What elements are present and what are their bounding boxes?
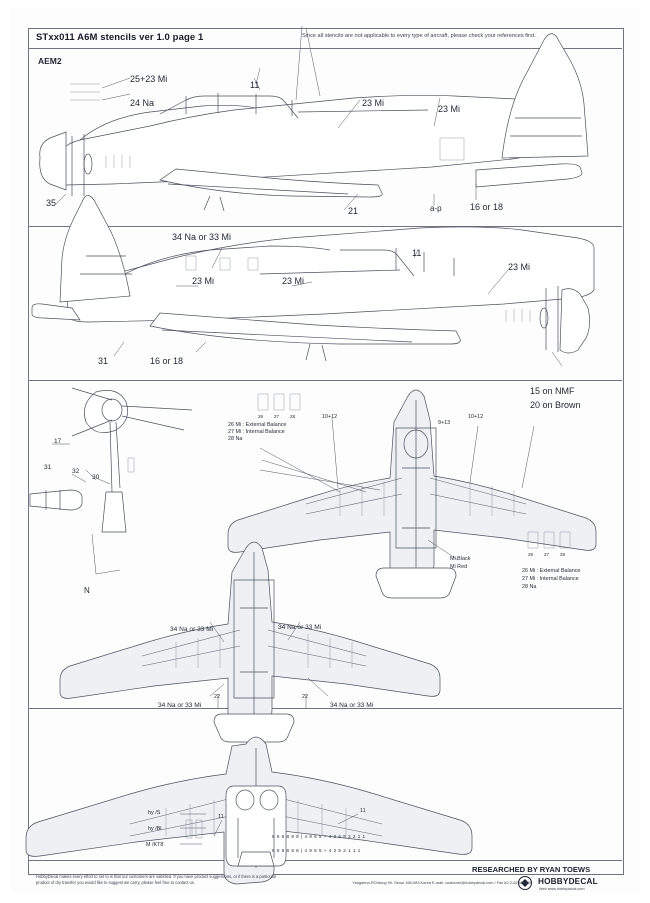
stencil-num-upper-28: 28 <box>290 414 296 419</box>
callout-24-na: 24 Na <box>130 98 155 108</box>
callout-32: 32 <box>72 468 80 475</box>
callout-a-p: a-p <box>430 204 442 213</box>
brand-website: Web www.hobbydecal.com <box>539 887 585 891</box>
section-label: AEM2 <box>38 56 62 66</box>
stencil-num-upper-27: 27 <box>274 414 280 419</box>
stencil-num-upper-26: 26 <box>258 414 264 419</box>
callout-23-mi-c: 23 Mi <box>192 276 215 286</box>
callout-16-or-18-top: 16 or 18 <box>470 202 504 212</box>
header-note: Since all stencils are not applicable to every type of aircraft, please check your references first. <box>302 33 536 39</box>
callout-34na-33mi-d: 34 Na or 33 Mi <box>158 702 202 709</box>
callout-31-side: 31 <box>98 356 109 366</box>
stencil-num-right-26: 26 <box>528 552 534 557</box>
callout-11-top: 11 <box>250 80 260 90</box>
callout-11-bp-a: 11 <box>218 814 224 820</box>
callout-23-mi-a: 23 Mi <box>362 98 385 108</box>
legend-lower-27: 27 Mi : Internal Balance <box>522 576 579 582</box>
sheet-paper <box>10 8 640 892</box>
callout-10-12-a: 10+12 <box>322 414 338 420</box>
callout-35: 35 <box>46 198 57 208</box>
callout-22-b: 22 <box>302 694 308 700</box>
side-view-top-drawing <box>40 26 588 211</box>
legend-upper-27: 27 Mi : Internal Balance <box>228 429 285 435</box>
callout-30: 30 <box>92 474 100 481</box>
legend-lower-28: 28 Na <box>522 584 537 590</box>
detail-left-drawing <box>30 388 192 574</box>
callout-hy-s: hy /S <box>148 810 161 816</box>
legend-lower-26: 26 Mi : External Balance <box>522 568 581 574</box>
callout-20-on-brown: 20 on Brown <box>530 400 581 410</box>
callout-23-mi-d: 23 Mi <box>282 276 305 286</box>
stencil-num-right-27: 27 <box>544 552 550 557</box>
callout-mi-red: Mi Red <box>450 564 468 570</box>
brand-name: HOBBYDECAL <box>538 877 598 886</box>
callout-n: N <box>84 586 90 595</box>
callout-mi-black: Mi Black <box>450 556 471 562</box>
callout-hy-bl: hy /Bl <box>148 826 162 832</box>
stencil-strip-2: 8 8 8 8 8 8 | 4 9 6 5 + 4 2 5 2 1 1 1 <box>272 848 361 853</box>
footer-disclaimer: HobbyDecal makes every effort to set to is that our customers are satisfied. If you have product suggestions, or if there is a particular product of dry transfer you would like to suggest we carry, please feel free to contact us. <box>36 874 277 886</box>
callout-16-or-18-bottom: 16 or 18 <box>150 356 184 366</box>
callout-34na-33mi-c: 34 Na or 33 Mi <box>278 624 322 631</box>
footer-contact: Yangdeun-RO/dong 90, Seoul 158-083 Korea E-mail: customer@hobbydecal.com / Fax 82-2-6234-6506 <box>352 880 532 885</box>
callout-34na-33mi-e: 34 Na or 33 Mi <box>330 702 374 709</box>
callout-34na-33mi-b: 34 Na or 33 Mi <box>170 626 214 633</box>
callout-10-12-b: 10+12 <box>468 414 484 420</box>
callout-22-a: 22 <box>214 694 220 700</box>
page-title: STxx011 A6M stencils ver 1.0 page 1 <box>36 32 204 43</box>
callout-31-detail: 31 <box>44 464 52 471</box>
researched-by: RESEARCHED BY RYAN TOEWS <box>472 865 591 874</box>
callout-21: 21 <box>348 206 359 216</box>
callout-25-23-mi: 25+23 Mi <box>130 74 168 84</box>
callout-15-on-nmf: 15 on NMF <box>530 386 575 396</box>
callout-11-bp-b: 11 <box>360 808 366 814</box>
callout-m-kt8: M /KT8 <box>146 842 164 848</box>
legend-upper-28: 28 Na <box>228 436 243 442</box>
stencil-strip-1: 8 8 8 8 8 8 | 4 9 6 5 + 4 2 6 9 2 2 1 1 <box>272 834 366 839</box>
callout-23-mi-e: 23 Mi <box>508 262 531 272</box>
side-view-bottom-drawing <box>32 195 594 366</box>
callout-23-mi-b: 23 Mi <box>438 104 461 114</box>
callout-17: 17 <box>54 438 62 445</box>
callout-11-bottom: 11 <box>412 248 422 258</box>
bottom-plan-drawing <box>26 737 472 884</box>
stencil-num-right-28: 28 <box>560 552 566 557</box>
callout-34na-33mi-a: 34 Na or 33 Mi <box>172 232 232 242</box>
legend-upper-26: 26 Mi : External Balance <box>228 422 287 428</box>
callout-9-13: 9+13 <box>438 420 451 426</box>
drawing-layer <box>10 8 640 892</box>
